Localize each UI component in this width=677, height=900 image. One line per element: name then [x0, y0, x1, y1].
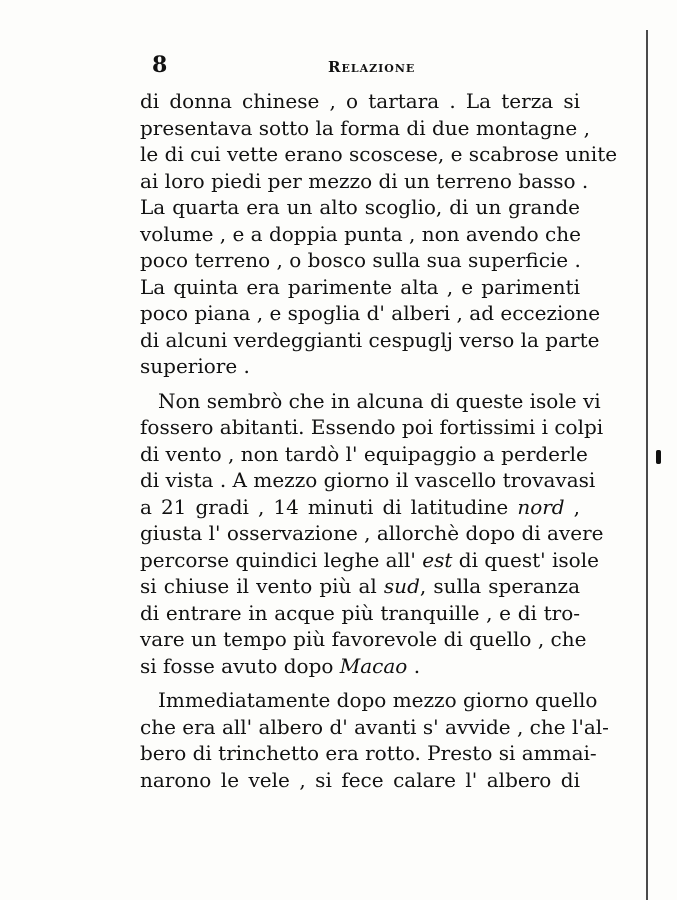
text-line: bero di trinchetto era rotto. Presto si ammai- [140, 741, 597, 765]
text-line [140, 547, 599, 574]
text-line: La quarta era un alto scoglio, di un grande [140, 195, 580, 219]
text-segment: . [407, 653, 421, 678]
text-segment: a 21 gradi , 14 minuti di latitudine [140, 494, 518, 519]
text-line: di donna chinese , o tartara . La terza si [140, 89, 580, 113]
italic-term: est [422, 547, 453, 572]
text-line: poco terreno , o bosco sulla sua superficie . [140, 248, 581, 272]
text-segment: , sulla speranza [419, 574, 580, 598]
ink-mark [656, 450, 661, 464]
text-line: di vista . A mezzo giorno il vascello trovavasi [140, 468, 596, 492]
page-number: 8 [152, 52, 168, 78]
text-line: La quinta era parimente alta , e parimenti [140, 274, 580, 299]
text-line: vare un tempo più favorevole di quello , che [140, 627, 587, 651]
text-segment: si fosse avuto dopo [140, 653, 340, 678]
text-line: che era all' albero d' avanti s' avvide , che l'al- [140, 714, 609, 739]
text-line: le di cui vette erano scoscese, e scabrose unite [140, 142, 618, 166]
text-line: fossero abitanti. Essendo poi fortissimi i colpi [140, 415, 604, 439]
paragraph [140, 388, 604, 680]
italic-term: nord [517, 494, 565, 519]
text-line: di vento , non tardò l' equipaggio a perderle [140, 441, 588, 466]
text-line: narono le vele , si fece calare l' albero di [140, 767, 580, 792]
italic-term: sud [383, 574, 420, 598]
running-head [150, 52, 590, 82]
text-line: volume , e a doppia punta , non avendo che [140, 221, 581, 246]
text-line: ai loro piedi per mezzo di un terreno basso . [140, 168, 589, 193]
text-segment: di quest' isole [452, 547, 599, 572]
text-line: Immediatamente dopo mezzo giorno quello [158, 688, 598, 712]
text-line: Non sembrò che in alcuna di queste isole vi [158, 388, 601, 413]
paragraph [140, 687, 609, 793]
text-line: superiore . [140, 354, 250, 378]
text-segment: , [564, 494, 581, 519]
text-segment: percorse quindici leghe all' [140, 547, 423, 572]
text-line [140, 653, 580, 680]
body-text [140, 88, 618, 793]
text-line: di entrare in acque più tranquille , e di tro- [140, 600, 580, 625]
paragraph [140, 88, 618, 380]
text-line [140, 494, 580, 521]
text-line: presentava sotto la forma di due montagne , [140, 115, 590, 140]
text-line: poco piana , e spoglia d' alberi , ad eccezione [140, 301, 601, 325]
running-title: Relazione [328, 58, 416, 76]
text-line: giusta l' osservazione , allorchè dopo di avere [140, 521, 604, 545]
page-edge-shadow [646, 30, 648, 900]
italic-term: Macao [339, 653, 408, 678]
text-segment: si chiuse il vento più al [140, 574, 384, 598]
text-line [140, 573, 580, 600]
text-line: di alcuni verdeggianti cespuglj verso la parte [140, 327, 600, 352]
